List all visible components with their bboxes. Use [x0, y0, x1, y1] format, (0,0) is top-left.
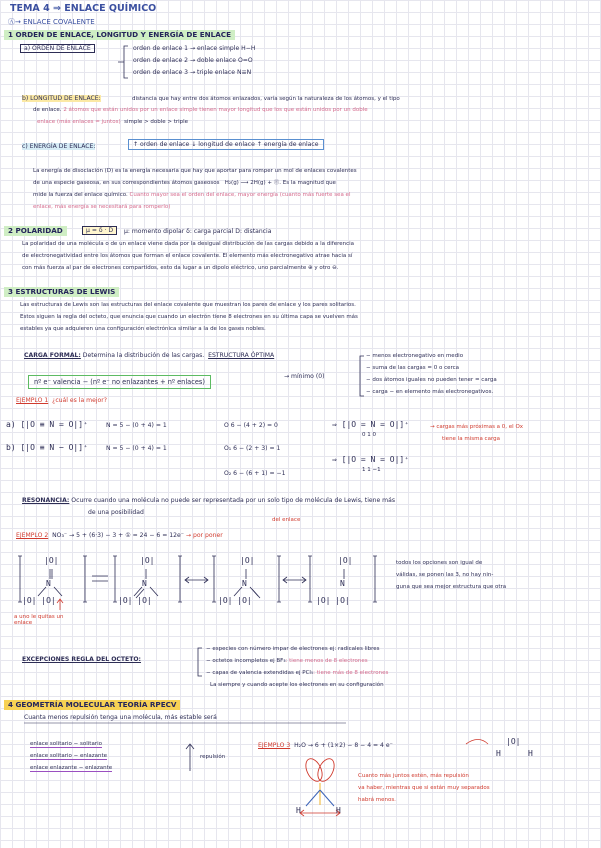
no3-o-bottom-3: |O| |O| [218, 596, 252, 605]
excepciones-label: EXCEPCIONES REGLA DEL OCTETO: [22, 656, 141, 663]
polaridad-line-1: La polaridad de una molécula o de un enlace viene dada por la desigual distribución de las cargas debido a la diferencia [22, 241, 355, 247]
page-subtitle: Ⓐ→ ENLACE COVALENTE [8, 18, 95, 26]
ej2-side-1: todos los opciones son igual de [396, 560, 483, 566]
resonancia-line-2: de una posibilidad [88, 509, 144, 516]
ej1-b-structure: b) [|O ≡ N − O|]⁺ [6, 443, 88, 452]
excepcion-2: − octetos incompletos ej BF₃: tiene menos de 8 electrones [206, 658, 368, 664]
energia-label: c) ENERGÍA DE ENLACE: [22, 143, 96, 150]
ej1-note-1: → cargas más próximas a 0, el Ox [430, 424, 524, 430]
energia-line-1: La energía de disociación (D) es la energía necesaria que hay que aportar para romper un mol de enlaces covalentes [33, 168, 357, 174]
pair-1: enlace solitario − solitario [30, 741, 102, 747]
no3-n-1: N [46, 579, 51, 588]
ejemplo-1-label: EJEMPLO 1 ¿cuál es la mejor? [16, 397, 107, 404]
ej2-side-3: guna que sea mejor estructura que otra [396, 584, 507, 590]
repulsion-label: repulsión [200, 754, 226, 760]
optima-item-4: − carga − en elemento más electronegativos. [366, 389, 494, 395]
no3-n-2: N [142, 579, 147, 588]
h2o-lewis: |O| [506, 737, 521, 746]
ej2-side-2: válidas, se ponen las 3, no hay nin- [396, 572, 494, 578]
h2o-h-right: H [528, 749, 533, 758]
ej1-result-b-charges: 1 1 −1 [362, 467, 381, 473]
h2o-h-left: H [496, 749, 501, 758]
ej1-b-n: N = 5 − (0 + 4) = 1 [106, 445, 167, 452]
lewis-line-3: estables ya que adquieren una configuración electrónica similar a la de los gases nobles. [20, 326, 266, 332]
no3-n-3: N [242, 579, 247, 588]
excepcion-1: − especies con número impar de electrones ej: radicales libres [206, 646, 380, 652]
no3-n-4: N [340, 579, 345, 588]
carga-formal-formula: nº e⁻ valencia − (nº e⁻ no enlazantes + nº enlaces) [28, 370, 211, 388]
no3-o-top-3: |O| [240, 556, 255, 565]
no3-o-top-1: |O| [44, 556, 59, 565]
no3-o-bottom-2: |O| |O| [118, 596, 152, 605]
section-4-heading: 4 GEOMETRÍA MOLECULAR TEORÍA RPECV [4, 700, 180, 710]
ej1-b-o1: O₁ 6 − (2 + 3) = 1 [224, 445, 281, 452]
optima-item-2: − suma de las cargas = 0 o cerca [366, 365, 460, 371]
no3-o-bottom-4: |O| |O| [316, 596, 350, 605]
section-3-heading: 3 ESTRUCTURAS DE LEWIS [4, 287, 119, 297]
energia-line-3: mide la fuerza del enlace químico. Cuanto mayor sea el orden del enlace, mayor energía (cuanto más fuerte sea el [33, 192, 351, 198]
ej1-b-o2: O₂ 6 − (6 + 1) = −1 [224, 470, 286, 477]
no3-o-top-4: |O| [338, 556, 353, 565]
longitud-line-2: de enlace. 2 átomos que están unidos por un enlace simple tienen mayor longitud que los que están unidos por un doble [33, 107, 368, 113]
ej1-result-a-charges: 0 1 0 [362, 432, 376, 438]
ej1-a-structure: a) [|O ≡ N = O|]⁺ [6, 420, 88, 429]
orden-item-2: orden de enlace 2 → doble enlace O=O [133, 57, 253, 64]
longitud-line-1: distancia que hay entre dos átomos enlazados, varía según la naturaleza de los átomos, y el tipo [132, 96, 400, 102]
energia-line-4: enlace, más energía se necesitará para romperlo) [33, 204, 171, 210]
rpecv-note-1: Cuanto más juntos estén, más repulsión [358, 773, 469, 779]
ej2-top-note: del enlace [272, 517, 301, 523]
energia-box: ↑ orden de enlace ↓ longitud de enlace ↑ energía de enlace [128, 141, 324, 148]
carga-formal-label: CARGA FORMAL: Determina la distribución de las cargas. ESTRUCTURA ÓPTIMA [24, 352, 275, 359]
ej2-note: a uno le quitas un enlace [14, 614, 64, 627]
ej1-result-b: ⇒ [|O = N = O|]⁺ [332, 455, 410, 464]
rpecv-line-1: Cuanta menos repulsión tenga una molécula, más estable será [24, 714, 217, 721]
resonancia-line-1: RESONANCIA: Ocurre cuando una molécula no puede ser representada por un solo tipo de molécula de Lewis, tiene más [22, 497, 396, 504]
optima-item-1: − menos electronegativo en medio [366, 353, 464, 359]
rpecv-note-3: habrá menos. [358, 797, 396, 803]
optima-item-3: − dos átomos iguales no pueden tener = carga [366, 377, 497, 383]
orden-item-3: orden de enlace 3 → triple enlace N≡N [133, 69, 252, 76]
lewis-line-1: Las estructuras de Lewis son las estructuras del enlace covalente que muestran los pares de enlace y los pares solitarios. [20, 302, 356, 308]
excepcion-4: La siempre y cuando acepte los electrones en su configuración [210, 682, 384, 688]
no3-o-top-2: |O| [140, 556, 155, 565]
longitud-label: b) LONGITUD DE ENLACE: [22, 95, 101, 102]
h2o-h-right-diagram: H [336, 806, 341, 815]
section-2-heading: 2 POLARIDAD [4, 226, 67, 236]
polaridad-line-2: de electronegatividad entre los átomos que forman el enlace covalente. El elemento más electronegativo atrae hacia sí [22, 253, 353, 259]
rpecv-note-2: va haber, mientras que si están muy separados [358, 785, 490, 791]
carga-formal-min: → mínimo (0) [284, 373, 325, 380]
orden-item-1: orden de enlace 1 → enlace simple H−H [133, 45, 256, 52]
h2o-h-left-diagram: H [296, 806, 301, 815]
ejemplo-3: EJEMPLO 3 H₂O → 6 + (1×2) − 8 − 4 = 4 e⁻ [258, 742, 393, 749]
longitud-line-3: enlace (más enlaces = juntos) simple > doble > triple [37, 119, 189, 125]
energia-line-2: de una especie gaseosa, en sus correspondientes átomos gaseosos H₂(g) ⟶ 2H(g) + Ⓔ. Es la magnitud que [33, 180, 336, 186]
orden-label: a) ORDEN DE ENLACE [20, 45, 95, 52]
lewis-line-2: Estos siguen la regla del octeto, que enuncia que cuando un electrón tiene 8 electrones en su última capa se vuelven más [20, 314, 358, 320]
pair-3: enlace enlazante − enlazante [30, 765, 113, 771]
ej1-note-2: tiene la misma carga [442, 436, 500, 442]
no3-o-bottom-1: |O| |O| [22, 596, 56, 605]
ej1-a-n: N = 5 − (0 + 4) = 1 [106, 422, 167, 429]
polaridad-line-3: con más fuerza al par de electrones compartidos, esto da lugar a un dipolo eléctrico, uno parcialmente ⊕ y otro ⊖. [22, 265, 339, 271]
excepcion-3: − capas de valencia extendidas ej PCl₅: tiene más de 8 electrones [206, 670, 389, 676]
polaridad-formula: μ = δ · D [82, 227, 117, 234]
ej1-a-o: O 6 − (4 + 2) = 0 [224, 422, 278, 429]
polaridad-legend: μ: momento dipolar δ: carga parcial D: distancia [124, 228, 272, 235]
page-title: TEMA 4 ⇒ ENLACE QUÍMICO [10, 3, 157, 14]
pair-2: enlace solitario − enlazante [30, 753, 108, 759]
section-1-heading: 1 ORDEN DE ENLACE, LONGITUD Y ENERGÍA DE ENLACE [4, 30, 235, 40]
ej1-result-a: ⇒ [|O = N = O|]⁺ [332, 420, 410, 429]
ejemplo-2: EJEMPLO 2 NO₃⁻ → 5 + (6·3) − 3 + ① = 24 − 6 = 12e⁻ → por poner [16, 532, 223, 539]
